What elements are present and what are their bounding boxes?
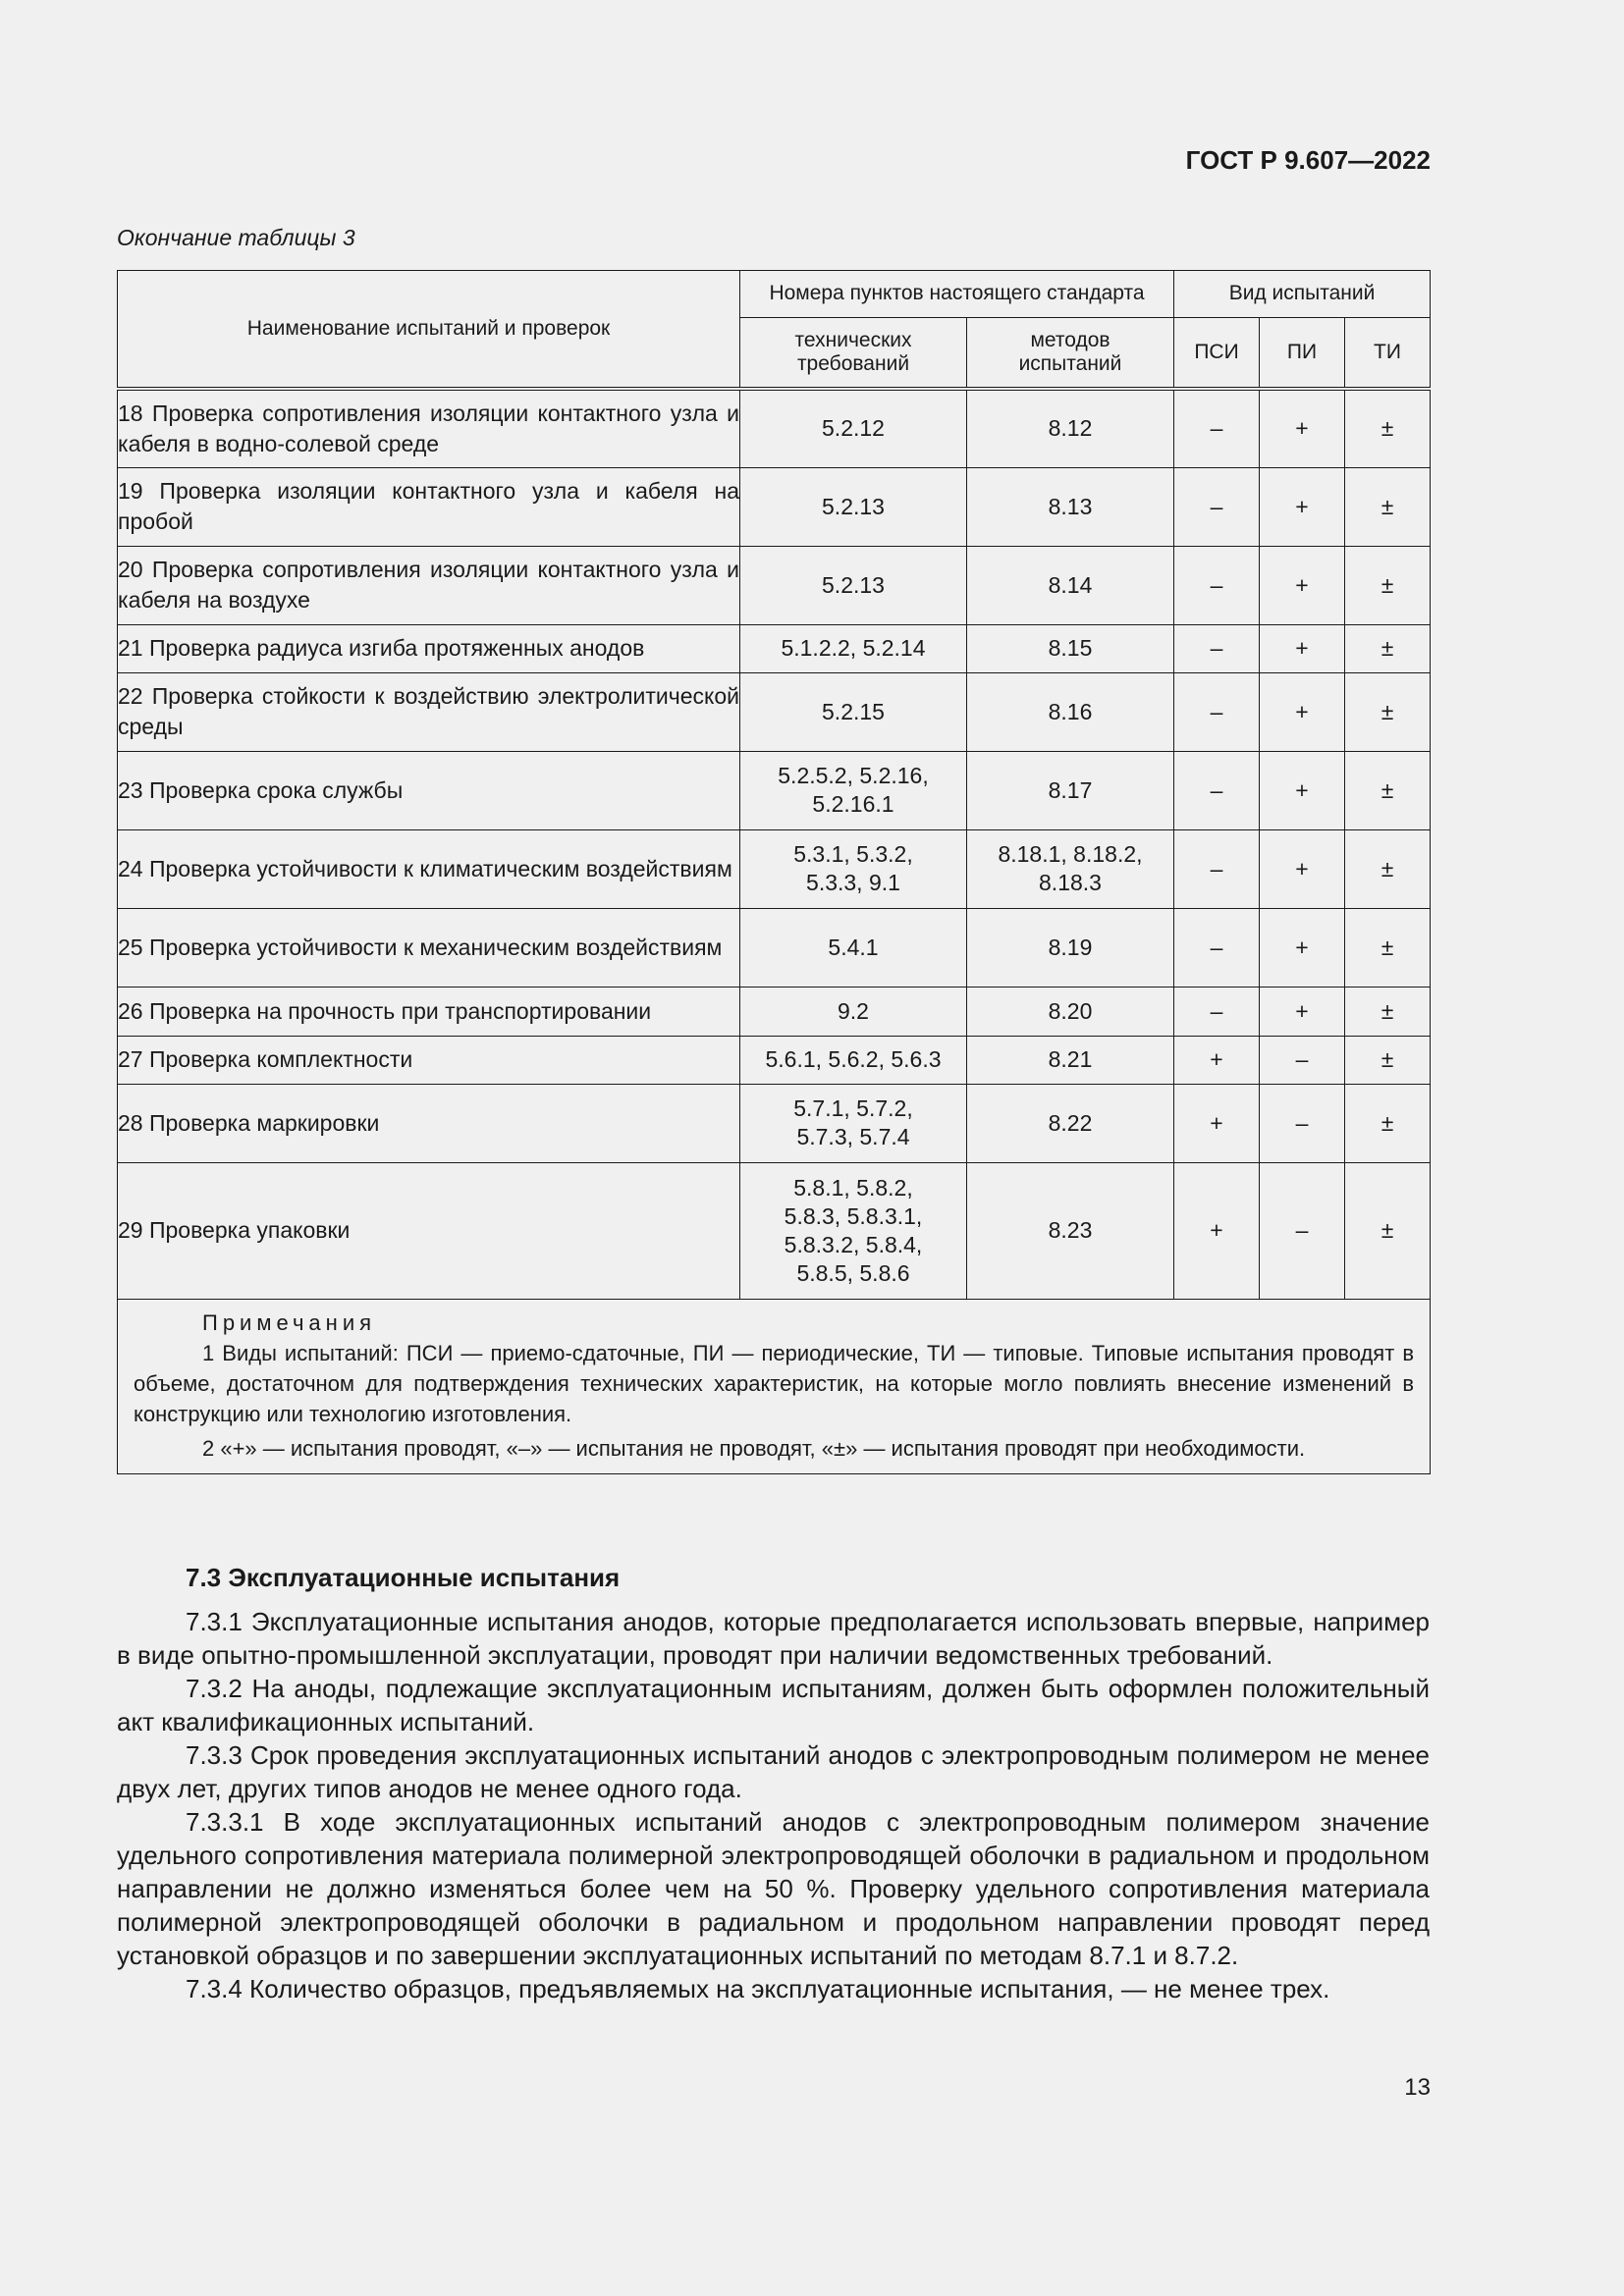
- psi-mark: –: [1174, 467, 1260, 546]
- table-notes: [118, 1299, 1431, 1473]
- pi-mark: +: [1260, 672, 1345, 751]
- header-test-name: Наименование испытаний и проверок: [118, 271, 740, 390]
- table-row: [118, 389, 1431, 467]
- table-row: [118, 1036, 1431, 1084]
- test-name: 20 Проверка сопротивления изоляции контактного узла и кабеля на воздухе: [118, 546, 740, 624]
- test-name: 25 Проверка устойчивости к механическим воздействиям: [118, 908, 740, 987]
- tech-clause: 5.6.1, 5.6.2, 5.6.3: [740, 1036, 967, 1084]
- header-test-type: Вид испытаний: [1174, 271, 1431, 318]
- pi-mark: +: [1260, 829, 1345, 908]
- test-name: 28 Проверка маркировки: [118, 1084, 740, 1162]
- tech-clause: 5.7.1, 5.7.2, 5.7.3, 5.7.4: [740, 1084, 967, 1162]
- paragraph-7-3-4: 7.3.4 Количество образцов, предъявляемых на эксплуатационные испытания, — не менее трех.: [186, 1974, 1330, 2003]
- psi-mark: –: [1174, 987, 1260, 1036]
- header-clause-numbers: Номера пунктов настоящего стандарта: [740, 271, 1174, 318]
- test-name: 23 Проверка срока службы: [118, 751, 740, 829]
- method-clause: 8.17: [967, 751, 1174, 829]
- pi-mark: +: [1260, 751, 1345, 829]
- paragraph-7-3-1: 7.3.1 Эксплуатационные испытания анодов, которые предполагается использовать впервые, например в виде опытно-промышленной эксплуатации, проводят при наличии ведомственных требований.: [117, 1607, 1430, 1670]
- ti-mark: ±: [1345, 829, 1431, 908]
- table-row: [118, 987, 1431, 1036]
- pi-mark: +: [1260, 546, 1345, 624]
- psi-mark: +: [1174, 1084, 1260, 1162]
- tech-clause: 5.1.2.2, 5.2.14: [740, 624, 967, 672]
- psi-mark: –: [1174, 546, 1260, 624]
- table-body: [118, 389, 1431, 1473]
- psi-mark: –: [1174, 672, 1260, 751]
- header-psi: ПСИ: [1174, 318, 1260, 390]
- pi-mark: –: [1260, 1084, 1345, 1162]
- test-name: 24 Проверка устойчивости к климатическим воздействиям: [118, 829, 740, 908]
- ti-mark: ±: [1345, 624, 1431, 672]
- section-heading: 7.3 Эксплуатационные испытания: [186, 1563, 621, 1592]
- ti-mark: ±: [1345, 1162, 1431, 1299]
- page-number: 13: [1404, 2074, 1431, 2101]
- ti-mark: ±: [1345, 672, 1431, 751]
- tech-clause: 5.4.1: [740, 908, 967, 987]
- header-tech-requirements: технических требований: [740, 318, 967, 390]
- notes-row: [118, 1299, 1431, 1473]
- tech-clause: 5.2.13: [740, 467, 967, 546]
- table-row: [118, 1084, 1431, 1162]
- psi-mark: +: [1174, 1036, 1260, 1084]
- table-row: [118, 1162, 1431, 1299]
- method-clause: 8.12: [967, 389, 1174, 467]
- table-row: [118, 751, 1431, 829]
- tech-clause: 5.2.15: [740, 672, 967, 751]
- method-clause: 8.13: [967, 467, 1174, 546]
- ti-mark: ±: [1345, 1084, 1431, 1162]
- psi-mark: –: [1174, 908, 1260, 987]
- test-name: 18 Проверка сопротивления изоляции контактного узла и кабеля в водно-солевой среде: [118, 389, 740, 467]
- table-row: [118, 829, 1431, 908]
- method-clause: 8.19: [967, 908, 1174, 987]
- tech-clause: 5.2.13: [740, 546, 967, 624]
- test-name: 22 Проверка стойкости к воздействию электролитической среды: [118, 672, 740, 751]
- ti-mark: ±: [1345, 467, 1431, 546]
- test-name: 27 Проверка комплектности: [118, 1036, 740, 1084]
- tech-clause: 5.8.1, 5.8.2, 5.8.3, 5.8.3.1, 5.8.3.2, 5.8.4, 5.8.5, 5.8.6: [740, 1162, 967, 1299]
- psi-mark: –: [1174, 624, 1260, 672]
- note-2: 2 «+» — испытания проводят, «–» — испытания не проводят, «±» — испытания проводят при необходимости.: [202, 1435, 1306, 1461]
- header-test-methods: методов испытаний: [967, 318, 1174, 390]
- tech-clause: 9.2: [740, 987, 967, 1036]
- tech-clause: 5.2.12: [740, 389, 967, 467]
- method-clause: 8.18.1, 8.18.2, 8.18.3: [967, 829, 1174, 908]
- header-ti: ТИ: [1345, 318, 1431, 390]
- ti-mark: ±: [1345, 908, 1431, 987]
- pi-mark: +: [1260, 908, 1345, 987]
- paragraph-7-3-2: 7.3.2 На аноды, подлежащие эксплуатационным испытаниям, должен быть оформлен положительный акт квалификационных испытаний.: [117, 1674, 1430, 1736]
- tech-clause: 5.3.1, 5.3.2, 5.3.3, 9.1: [740, 829, 967, 908]
- method-clause: 8.15: [967, 624, 1174, 672]
- document-code: ГОСТ Р 9.607—2022: [1185, 145, 1431, 175]
- method-clause: 8.14: [967, 546, 1174, 624]
- paragraph-7-3-3: 7.3.3 Срок проведения эксплуатационных испытаний анодов с электропроводным полимером не менее двух лет, других типов анодов не менее одного года.: [117, 1740, 1430, 1803]
- ti-mark: ±: [1345, 1036, 1431, 1084]
- method-clause: 8.16: [967, 672, 1174, 751]
- pi-mark: –: [1260, 1036, 1345, 1084]
- tech-clause: 5.2.5.2, 5.2.16, 5.2.16.1: [740, 751, 967, 829]
- table-row: [118, 546, 1431, 624]
- test-name: 29 Проверка упаковки: [118, 1162, 740, 1299]
- pi-mark: +: [1260, 624, 1345, 672]
- ti-mark: ±: [1345, 987, 1431, 1036]
- notes-title: Примечания: [202, 1309, 377, 1335]
- test-name: 26 Проверка на прочность при транспортировании: [118, 987, 740, 1036]
- table-row: [118, 467, 1431, 546]
- pi-mark: +: [1260, 389, 1345, 467]
- table-row: [118, 672, 1431, 751]
- note-1: 1 Виды испытаний: ПСИ — приемо-сдаточные, ПИ — периодические, ТИ — типовые. Типовые испытания проводят в объеме, достаточном для подтверждения технических характеристик, на которые могло повлиять внесение изменений в конструкцию или технологию изготовления.: [134, 1340, 1415, 1426]
- pi-mark: +: [1260, 987, 1345, 1036]
- psi-mark: –: [1174, 829, 1260, 908]
- ti-mark: ±: [1345, 751, 1431, 829]
- paragraph-7-3-3-1: 7.3.3.1 В ходе эксплуатационных испытаний анодов с электропроводным полимером значение удельного сопротивления материала полимерной электропроводящей оболочки в радиальном и продольном направлении не должно изменяться более чем на 50 %. Проверку удельного сопротивления материала полимерной электропроводящей оболочки в радиальном и продольном направлении проводят перед установкой образцов и по завершении эксплуатационных испытаний по методам 8.7.1 и 8.7.2.: [117, 1807, 1430, 1970]
- ti-mark: ±: [1345, 389, 1431, 467]
- table-row: [118, 908, 1431, 987]
- method-clause: 8.20: [967, 987, 1174, 1036]
- method-clause: 8.21: [967, 1036, 1174, 1084]
- table-row: [118, 624, 1431, 672]
- method-clause: 8.22: [967, 1084, 1174, 1162]
- test-name: 19 Проверка изоляции контактного узла и кабеля на пробой: [118, 467, 740, 546]
- method-clause: 8.23: [967, 1162, 1174, 1299]
- tests-table: [117, 270, 1431, 1474]
- pi-mark: –: [1260, 1162, 1345, 1299]
- header-pi: ПИ: [1260, 318, 1345, 390]
- psi-mark: +: [1174, 1162, 1260, 1299]
- table-caption: Окончание таблицы 3: [117, 225, 355, 250]
- pi-mark: +: [1260, 467, 1345, 546]
- section-7-3: [117, 1561, 1430, 2005]
- ti-mark: ±: [1345, 546, 1431, 624]
- psi-mark: –: [1174, 389, 1260, 467]
- test-name: 21 Проверка радиуса изгиба протяженных анодов: [118, 624, 740, 672]
- psi-mark: –: [1174, 751, 1260, 829]
